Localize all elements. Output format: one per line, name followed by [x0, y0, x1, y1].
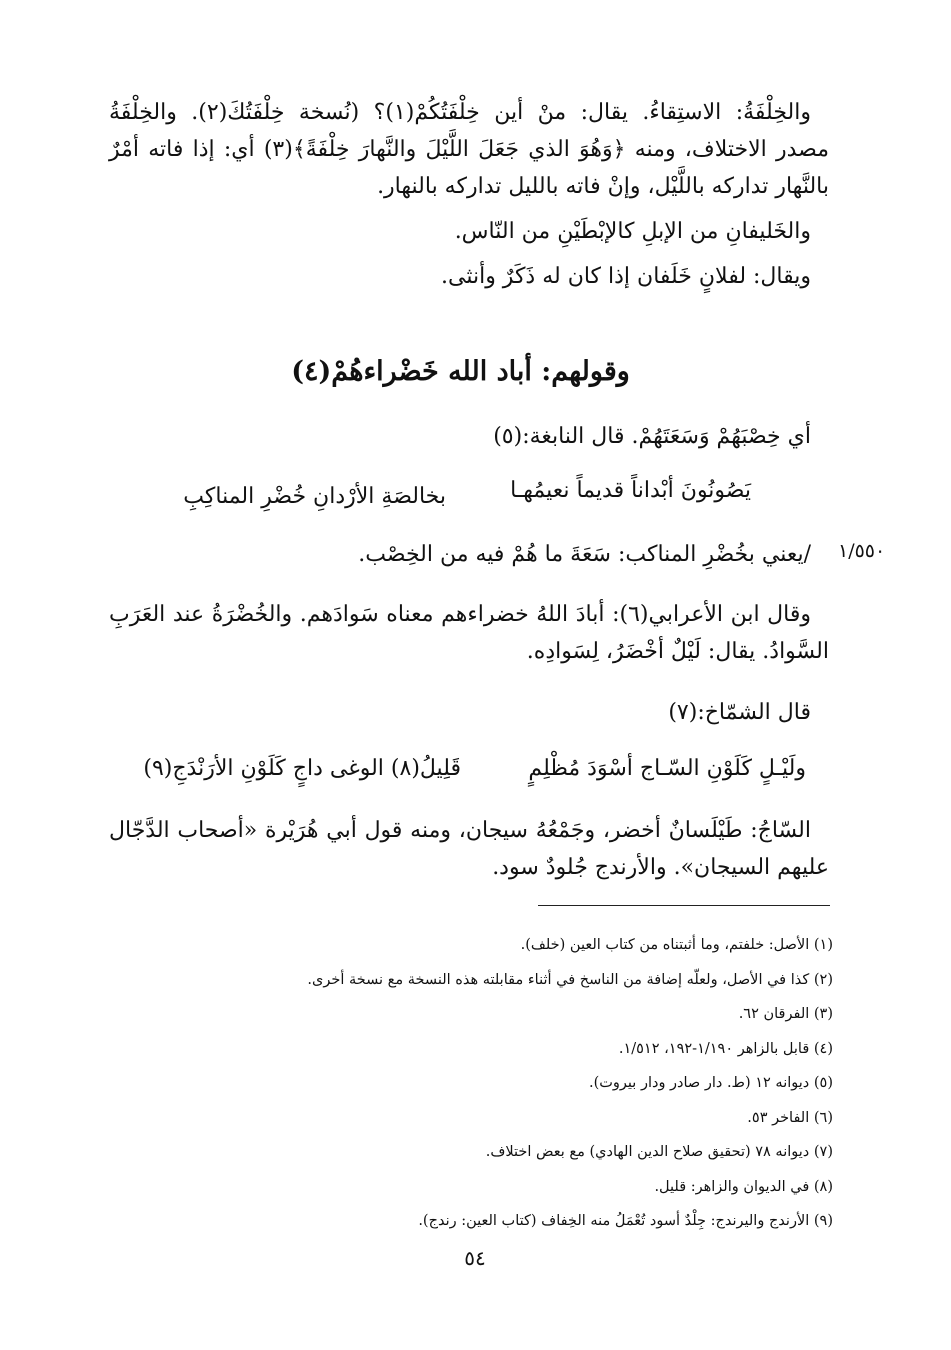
footnote-2: (٢) كذا في الأصل، ولعلّه إضافة من الناسخ في أثناء مقابلته هذه النسخة مع نسخة أخرى.: [307, 971, 833, 988]
verse2-first-hemistich: ولَيْـلٍ كَلَوْنِ السّـاج أسْوَدَ مُظْلِمٍ: [528, 756, 806, 781]
saj-block: [109, 812, 829, 886]
heading-intro-block: [109, 418, 829, 455]
shammakh-intro: قال الشمّاخ:(٧): [668, 700, 811, 725]
footnote-9: (٩) الأرندج واليرندج: جِلْدٌ أسود تُعْمَلُ منه الخِفاف (كتاب العين: رندج).: [418, 1213, 833, 1229]
paragraph-khalafan: ويقال: لفلانٍ خَلَفان إذا كان له ذَكَرٌ وأنثى.: [440, 264, 811, 289]
footnote-7: (٧) ديوانه ٧٨ (تحقيق صلاح الدين الهادي) مع بعض اختلاف.: [485, 1144, 833, 1160]
paragraph-khalifan: والخَليفانِ من الإبلِ كالإبْطَيْنِ من النّاس.: [454, 219, 811, 244]
footnote-8: (٨) في الديوان والزاهر: قليل.: [654, 1178, 833, 1195]
ibn-arabi-block: [109, 596, 829, 670]
heading-intro: أي خِصْبَهُمْ وَسَعَتَهُمْ. قال النابغة:(٥): [493, 424, 811, 449]
verse1-first-hemistich: يَصُونُونَ أبْداناً قديماً نعيمُهـا: [510, 478, 751, 503]
verse1-explanation: /يعني بخُضْرِ المناكب: سَعَةَ ما هُمْ فيه من الخِصْب.: [358, 542, 811, 567]
opening-text: [109, 94, 829, 295]
footnote-4: (٤) قابل بالزاهر ١/١٩٠-١٩٢، ١/٥١٢.: [618, 1040, 833, 1057]
verse1-explanation-block: [109, 536, 829, 573]
footnote-1: (١) الأصل: خلفتم، وما أثبتناه من كتاب العين (خلف).: [520, 937, 833, 953]
shammakh-intro-block: [109, 694, 829, 731]
paragraph-khilfa: والخِلْفَةُ: الاستِقاءُ. يقال: منْ أين خِلْفَتُكُمْ(١)؟ (نُسخة خِلْفَتُكَ(٢). والخِلْفَةُ مصدر الاختلاف، ومنه ﴿وَهُوَ الذي جَعَلَ اللَّيْلَ والنَّهارَ خِلْفَةً﴾(٣) أي: إذا فاته أمْرٌ بالنَّهار تداركه باللَّيْل، وإنْ فاته بالليل تداركه بالنهار.: [109, 100, 829, 199]
footnote-separator: [538, 905, 830, 906]
ibn-arabi-paragraph: وقال ابن الأعرابي(٦): أبادَ اللهُ خضراءهم معناه سَوادَهم. والخُضْرَةُ عند العَرَبِ السَّوادُ. يقال: لَيْلٌ أخْضَرُ، لِسَوادِه.: [109, 602, 829, 664]
footnotes: [133, 928, 833, 1239]
footnote-5: (٥) ديوانه ١٢ (ط. دار صادر ودار بيروت).: [589, 1075, 833, 1091]
section-heading: وقولهم: أباد الله خَضْراءهُمْ(٤): [291, 356, 630, 387]
margin-page-reference: ١/٥٥٠: [838, 540, 886, 562]
footnote-6: (٦) الفاخر ٥٣.: [747, 1109, 833, 1126]
footnote-3: (٣) الفرقان ٦٢.: [738, 1006, 833, 1022]
verse2-second-hemistich: قَلِيلُ(٨) الوغى داجٍ كَلَوْنِ الأرَنْدَجِ(٩): [143, 756, 461, 781]
page-number: ٥٤: [464, 1246, 486, 1270]
saj-paragraph: السّاجُ: طَيْلَسانٌ أخضر، وجَمْعُهُ سيجان، ومنه قول أبي هُرَيْرة «أصحاب الدَّجّال عليهم السيجان». والأرندج جُلودٌ سود.: [109, 818, 829, 880]
verse1-second-hemistich: بخالصَةِ الأرْدانِ خُضْرِ المناكِبِ: [183, 484, 446, 509]
